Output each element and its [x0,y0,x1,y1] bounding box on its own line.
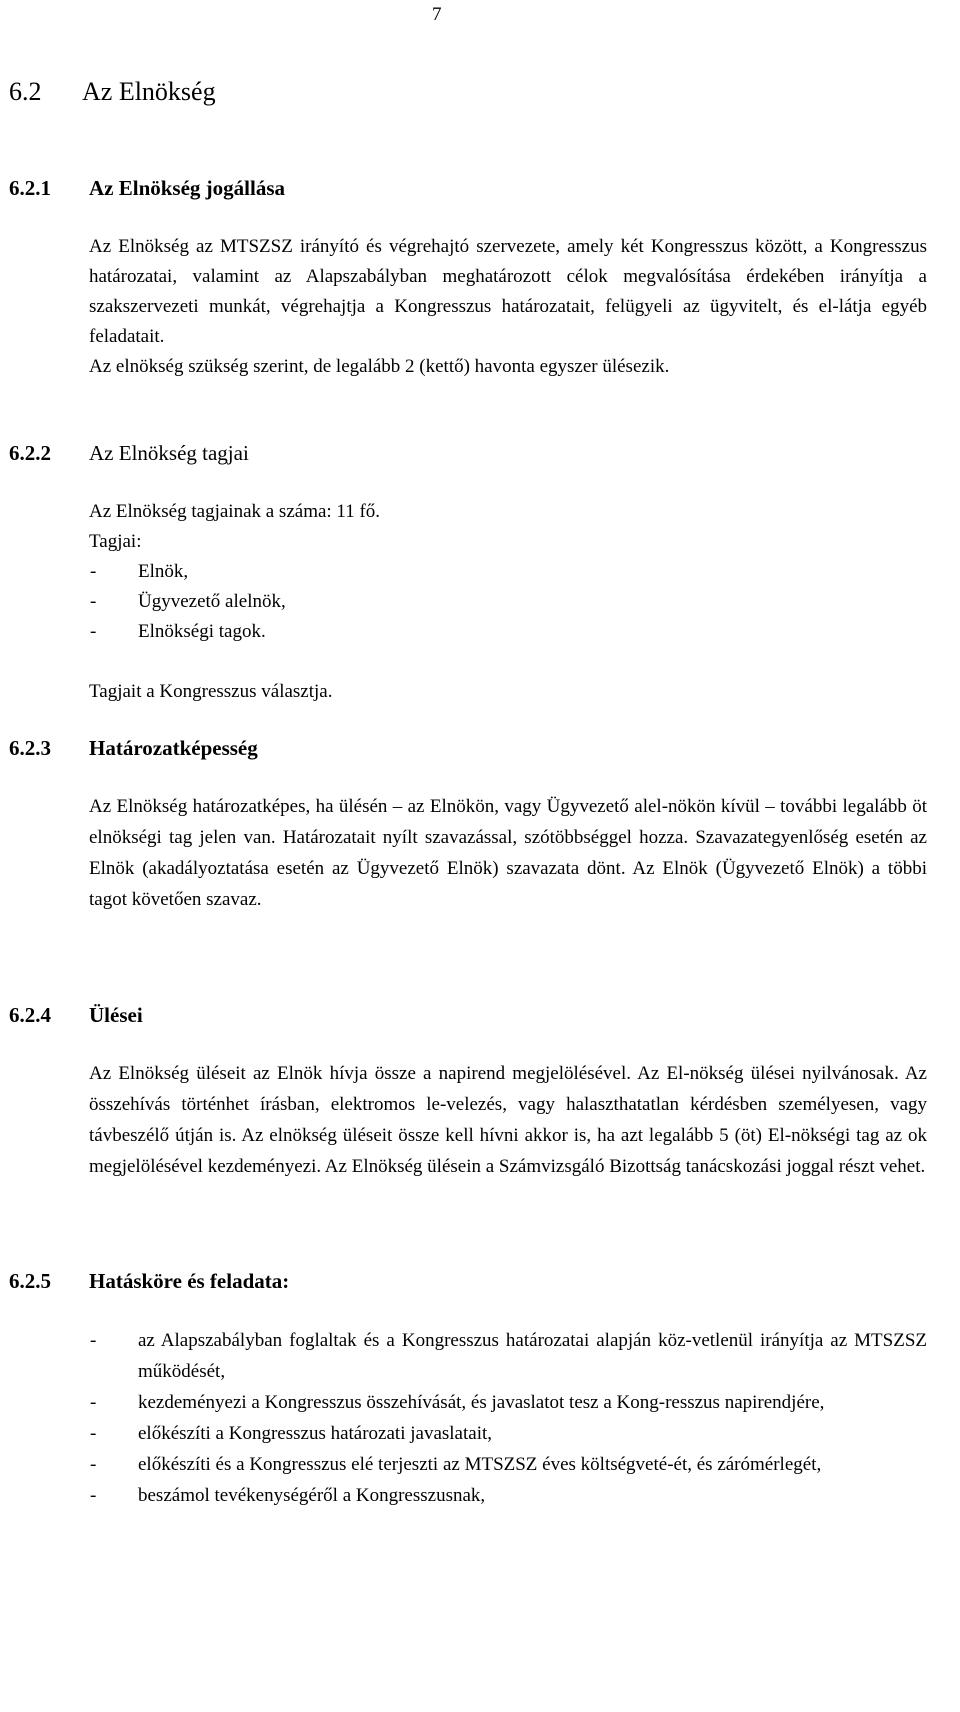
paragraph-text: Az Elnökség az MTSZSZ irányító és végrehajtó szervezete, amely két Kongresszus között, a Kongresszus határozatai, valamint az Alapszabályban meghatározott célok megvalósítása érdekében irányítja a szakszervezeti munkát, végrehajtja a Kongresszus határozatait, felügyeli az ügyvitelt, és el-látja egyéb feladatait. [89,236,927,347]
subsection-number: 6.2.5 [9,1269,51,1293]
list-item: - Elnök, [90,561,189,582]
election-note: Tagjait a Kongresszus választja. [89,681,333,702]
members-label: Tagjai: [89,531,142,552]
subsection-number: 6.2.2 [9,441,51,465]
list-item: - Ügyvezető alelnök, [90,591,286,612]
paragraph-text: Az Elnökség határozatképes, ha ülésén – az Elnökön, vagy Ügyvezető alel-nökön kívül – további legalább öt elnökségi tag jelen van. Határozatait nyílt szavazással, szótöbbséggel hozza. Szavazategyenlőség esetén az Elnök (akadályoztatása esetén az Ügyvezető Elnök) szavazata dönt. Az Elnök (Ügyvezető Elnök) a többi tagot követően szavaz. [89,796,927,910]
meetings-paragraph [89,1058,927,1182]
subsection-title: Az Elnökség jogállása [89,176,286,200]
paragraph-text: Az Elnökség üléseit az Elnök hívja össze a napirend megjelölésével. Az El-nökség ülései nyilvánosak. Az összehívás történhet írásban, elektromos le-velezés, vagy halaszthatatlan kérdésben személyesen, vagy távbeszélő útján is. Az elnökség üléseit össze kell hívni akkor is, ha azt legalább 5 (öt) El-nökségi tag az ok megjelölésével kezdeményezi. Az Elnökség ülésein a Számvizsgáló Bizottság tanácskozási joggal részt vehet. [89,1063,927,1177]
members-count: Az Elnökség tagjainak a száma: 11 fő. [89,501,381,522]
list-item: - előkészíti és a Kongresszus elé terjeszti az MTSZSZ éves költségveté-ét, és zárómérlegét, [90,1454,822,1475]
subsection-title: Hatásköre és feladata: [89,1269,290,1293]
subsection-title: Ülései [89,1003,143,1027]
section-title: Az Elnökség [82,77,216,106]
page-number: 7 [432,4,442,25]
list-item: - beszámol tevékenységéről a Kongresszusnak, [90,1485,486,1506]
list-item: - kezdeményezi a Kongresszus összehívását, és javaslatot tesz a Kong-resszus napirendjére, [90,1392,825,1413]
list-item: - előkészíti a Kongresszus határozati javaslatait, [90,1423,493,1444]
subsection-number: 6.2.3 [9,736,51,760]
duties-list [89,1325,927,1511]
members-list [89,557,939,647]
quorum-paragraph [89,791,927,915]
list-item: - Elnökségi tagok. [90,621,266,642]
paragraph-text: Az elnökség szükség szerint, de legalább 2 (kettő) havonta egyszer ülésezik. [89,356,670,377]
subsection-title: Határozatképesség [89,736,258,760]
legal-status-paragraph [89,232,927,382]
list-item: - az Alapszabályban foglaltak és a Kongresszus határozatai alapján köz-vetlenül irányítja az MTSZSZ működését, [90,1330,927,1382]
subsection-title: Az Elnökség tagjai [89,441,249,465]
subsection-number: 6.2.4 [9,1003,51,1027]
subsection-number: 6.2.1 [9,176,51,200]
section-number: 6.2 [9,77,42,106]
